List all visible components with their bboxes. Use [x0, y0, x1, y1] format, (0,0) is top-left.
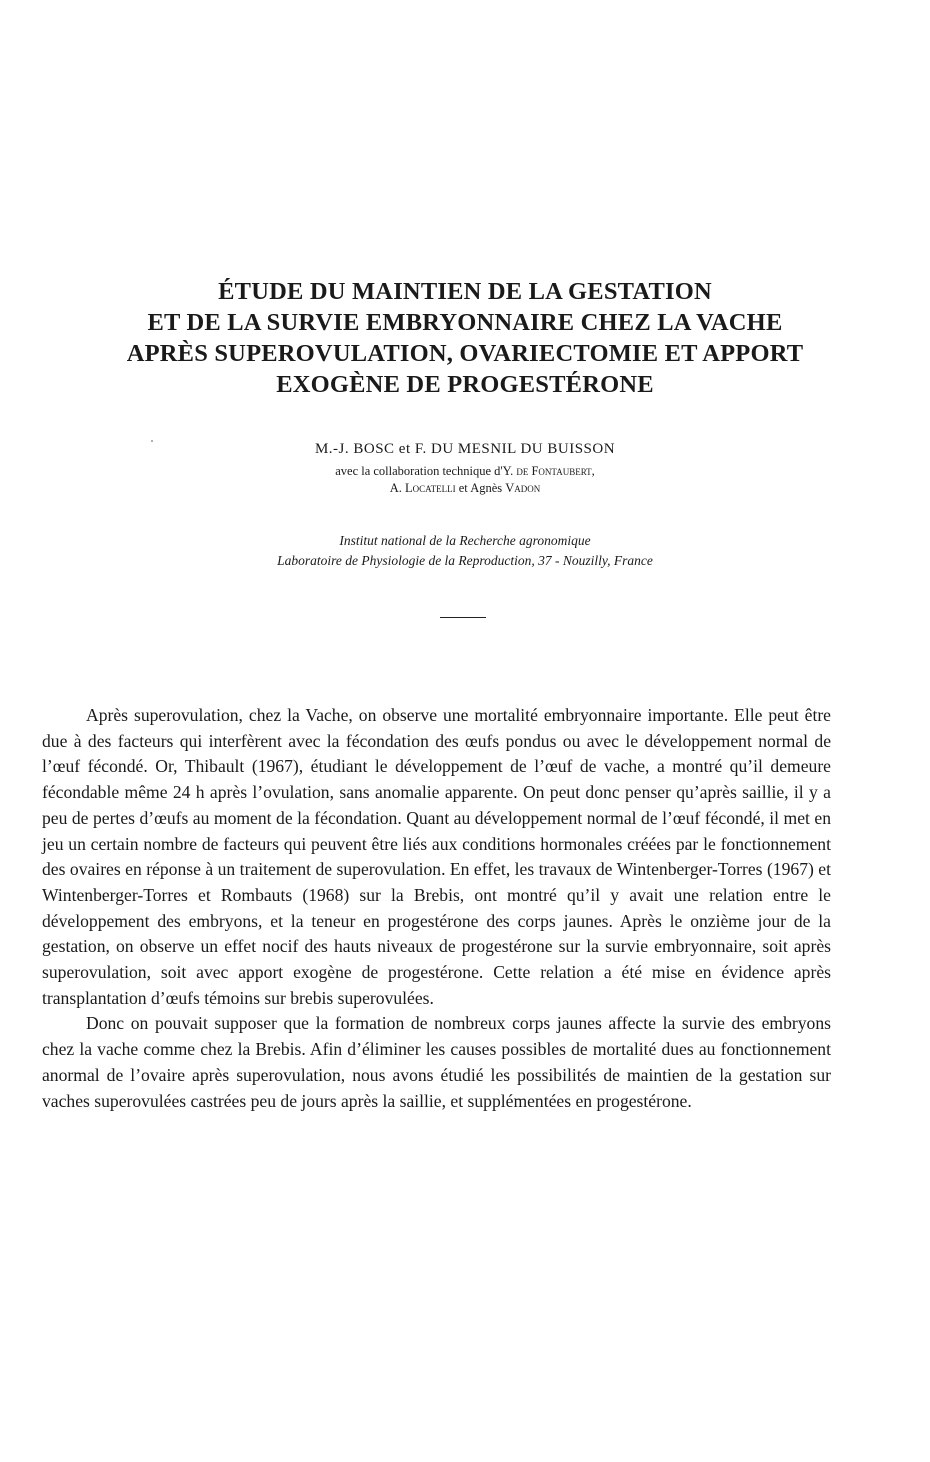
paper-title	[40, 276, 890, 400]
affiliation	[40, 531, 890, 571]
collab-particle: de	[516, 464, 529, 478]
collab-and: et Agnès	[458, 481, 503, 495]
collaborators-line-2	[40, 480, 890, 497]
collab-prefix: avec la collaboration technique d'Y.	[335, 464, 514, 478]
affiliation-line: Institut national de la Recherche agronomique	[339, 533, 591, 548]
affiliation-line: Laboratoire de Physiologie de la Reproduction, 37 - Nouzilly, France	[277, 553, 653, 568]
title-line: EXOGÈNE DE PROGESTÉRONE	[276, 371, 654, 398]
paragraph: Donc on pouvait supposer que la formation de nombreux corps jaunes affecte la survie des embryons chez la vache comme chez la Brebis. Afin d’éliminer les causes possibles de mortalité dues au fonctionnement anormal de l’ovaire après superovulation, nous avons étudié les possibilités de maintien de la gestation sur vaches superovulées castrées peu de jours après la saillie, et supplémentées en progestérone.	[42, 1013, 831, 1111]
title-line: ÉTUDE DU MAINTIEN DE LA GESTATION	[218, 278, 712, 305]
body-text	[42, 703, 831, 1114]
collab-initial: A.	[389, 481, 402, 495]
author-list: M.-J. BOSC et F. DU MESNIL DU BUISSON	[314, 441, 616, 457]
section-divider	[440, 617, 486, 618]
collaborators-line-1	[40, 463, 890, 480]
collab-name: Locatelli	[404, 481, 456, 495]
collab-name: Vadon	[505, 481, 541, 495]
collaborators	[40, 463, 890, 497]
paragraph: Après superovulation, chez la Vache, on observe une mortalité embryonnaire importante. Elle peut être due à des facteurs qui interfèrent avec la fécondation des œufs pondus ou avec le développement normal de l’œuf fécondé. Or, Thibault (1967), étudiant le développement de l’œuf de vache, a montré qu’il demeure fécondable même 24 h après l’ovulation, sans anomalie apparente. On peut donc penser qu’après saillie, il y a peu de pertes d’œufs au moment de la fécondation. Quant au développement normal de l’œuf fécondé, il met en jeu un certain nombre de facteurs qui peuvent être liés aux conditions hormonales créées par le fonctionnement des ovaires en réponse à un traitement de superovulation. En effet, les travaux de Wintenberger-Torres (1967) et Wintenberger-Torres et Rombauts (1968) sur la Brebis, ont montré qu’il y avait une relation entre le développement des embryons, et la teneur en progestérone des corps jaunes. Après le onzième jour de la gestation, on observe un effet nocif des hauts niveaux de progestérone sur la survie embryonnaire, soit après superovulation, soit avec apport exogène de progestérone. Cette relation a été mise en évidence après transplantation d’œufs témoins sur brebis superovulées.	[42, 705, 831, 1008]
collab-separator: ,	[591, 464, 595, 478]
title-line: APRÈS SUPEROVULATION, OVARIECTOMIE ET APPORT	[126, 340, 804, 367]
title-line: ET DE LA SURVIE EMBRYONNAIRE CHEZ LA VACHE	[147, 309, 783, 336]
collab-name: Fontaubert	[531, 464, 592, 478]
